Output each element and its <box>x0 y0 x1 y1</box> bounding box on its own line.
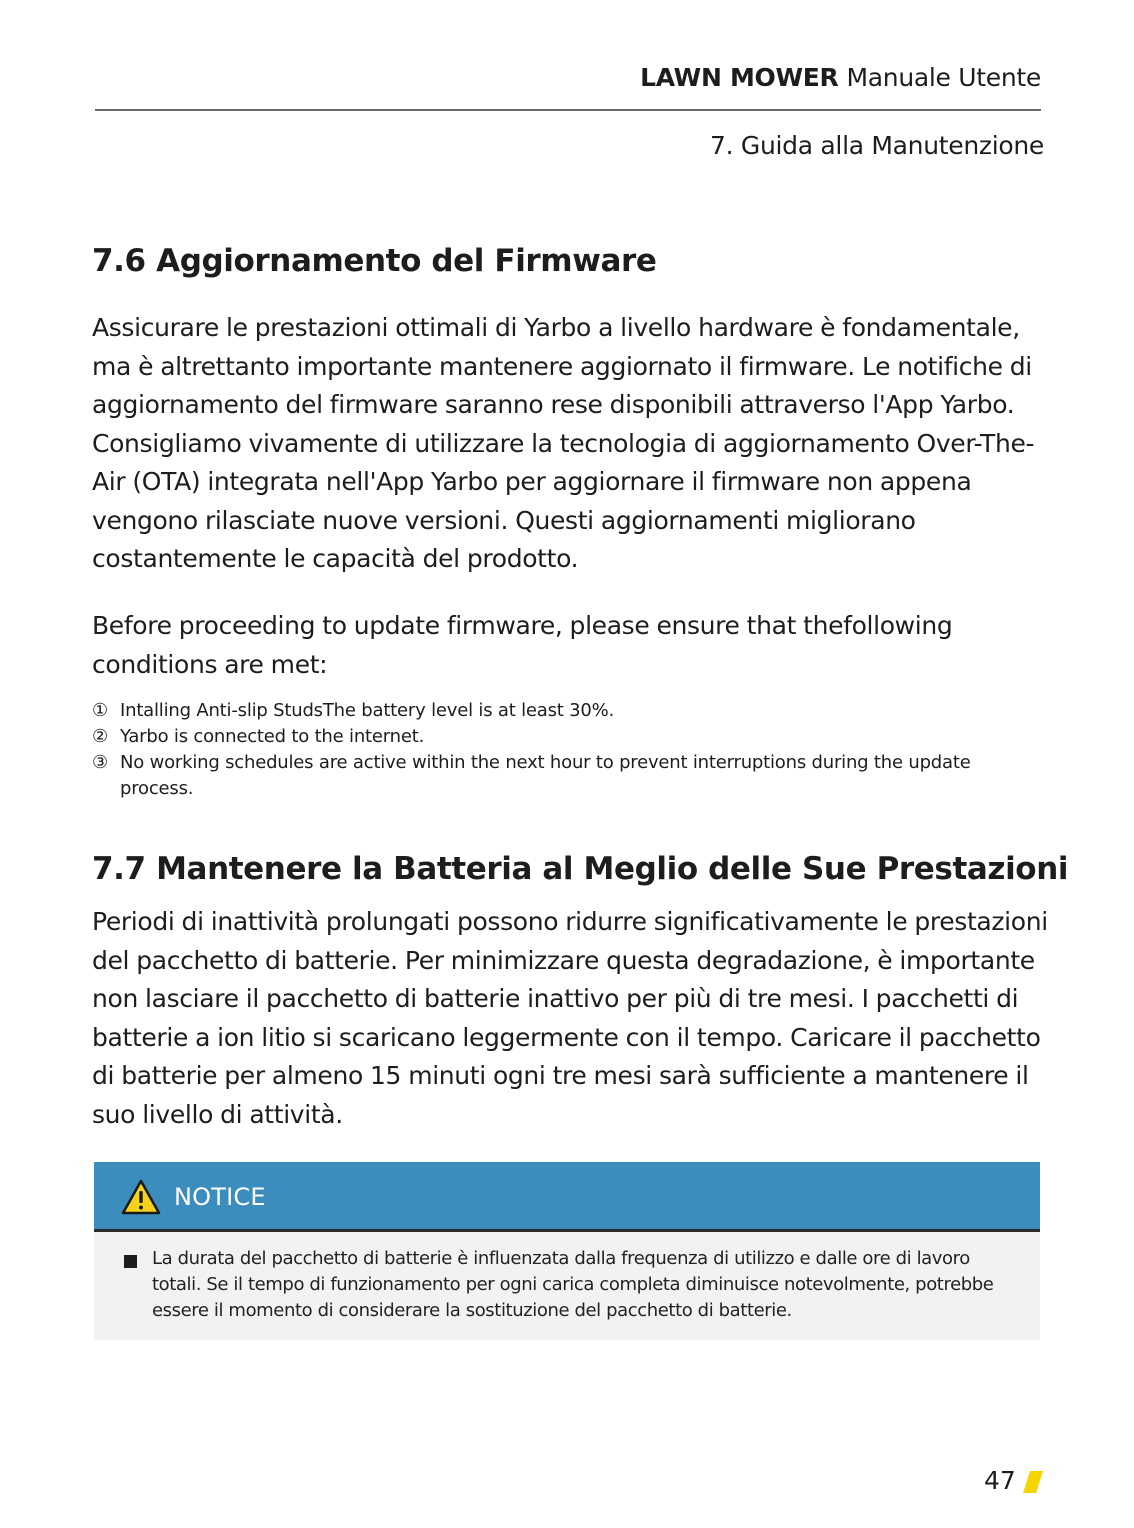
conditions-list-wrap <box>92 698 1052 802</box>
list-item-number: ① <box>92 700 108 721</box>
list-item <box>92 724 1052 750</box>
chapter-title: 7. Guida alla Manutenzione <box>710 131 1044 160</box>
section-7-7-heading-wrap <box>92 849 1069 889</box>
document-title: Manuale Utente <box>846 63 1041 92</box>
list-item-number: ③ <box>92 752 108 773</box>
section-7-6-heading-wrap <box>92 241 1052 281</box>
section-7-7-heading: 7.7 Mantenere la Batteria al Meglio delle Sue Prestazioni <box>92 851 1069 887</box>
conditions-intro-wrap <box>92 607 1052 684</box>
list-item-text: No working schedules are active within the next hour to prevent interruptions during the update process. <box>120 752 971 799</box>
list-item-number: ② <box>92 726 108 747</box>
header-divider <box>95 109 1041 111</box>
square-bullet-icon <box>124 1255 137 1268</box>
page-header <box>640 62 1041 94</box>
conditions-intro: Before proceeding to update firmware, please ensure that thefollowing conditions are met: <box>92 611 953 679</box>
notice-header <box>94 1162 1040 1232</box>
notice-title: NOTICE <box>174 1183 266 1211</box>
warning-triangle-icon <box>121 1179 161 1215</box>
conditions-list <box>92 698 1052 802</box>
list-item-text: Intalling Anti-slip StudsThe battery level is at least 30%. <box>120 700 615 721</box>
section-7-6-body <box>92 309 1052 579</box>
list-item-text: Yarbo is connected to the internet. <box>120 726 425 747</box>
page-number: 47 <box>984 1466 1016 1495</box>
notice-item <box>124 1246 1004 1324</box>
notice-text: La durata del pacchetto di batterie è influenzata dalla frequenza di utilizzo e dalle ore di lavoro totali. Se il tempo di funzionamento per ogni carica completa diminuisce notevolmente, potrebbe essere il momento di considerare la sostituzione del pacchetto di batterie. <box>152 1248 994 1321</box>
notice-box <box>94 1162 1040 1340</box>
list-item <box>92 750 1052 802</box>
list-item <box>92 698 1052 724</box>
product-name: LAWN MOWER <box>640 63 839 92</box>
firmware-paragraph: Assicurare le prestazioni ottimali di Yarbo a livello hardware è fondamentale, ma è altrettanto importante mantenere aggiornato il firmware. Le notifiche di aggiornamento del firmware saranno rese disponibili attraverso l'App Yarbo. Consigliamo vivamente di utilizzare la tecnologia di aggiornamento Over-The-Air (OTA) integrata nell'App Yarbo per aggiornare il firmware non appena vengono rilasciate nuove versioni. Questi aggiornamenti migliorano costantemente le capacità del prodotto. <box>92 313 1035 573</box>
page-accent-mark-icon <box>1023 1471 1043 1493</box>
section-7-6-heading: 7.6 Aggiornamento del Firmware <box>92 243 657 279</box>
battery-paragraph: Periodi di inattività prolungati possono ridurre significativamente le prestazioni del pacchetto di batterie. Per minimizzare questa degradazione, è importante non lasciare il pacchetto di batterie inattivo per più di tre mesi. I pacchetti di batterie a ion litio si scaricano leggermente con il tempo. Caricare il pacchetto di batterie per almeno 15 minuti ogni tre mesi sarà sufficiente a mantenere il suo livello di attività. <box>92 907 1048 1129</box>
section-7-7-body <box>92 903 1052 1134</box>
